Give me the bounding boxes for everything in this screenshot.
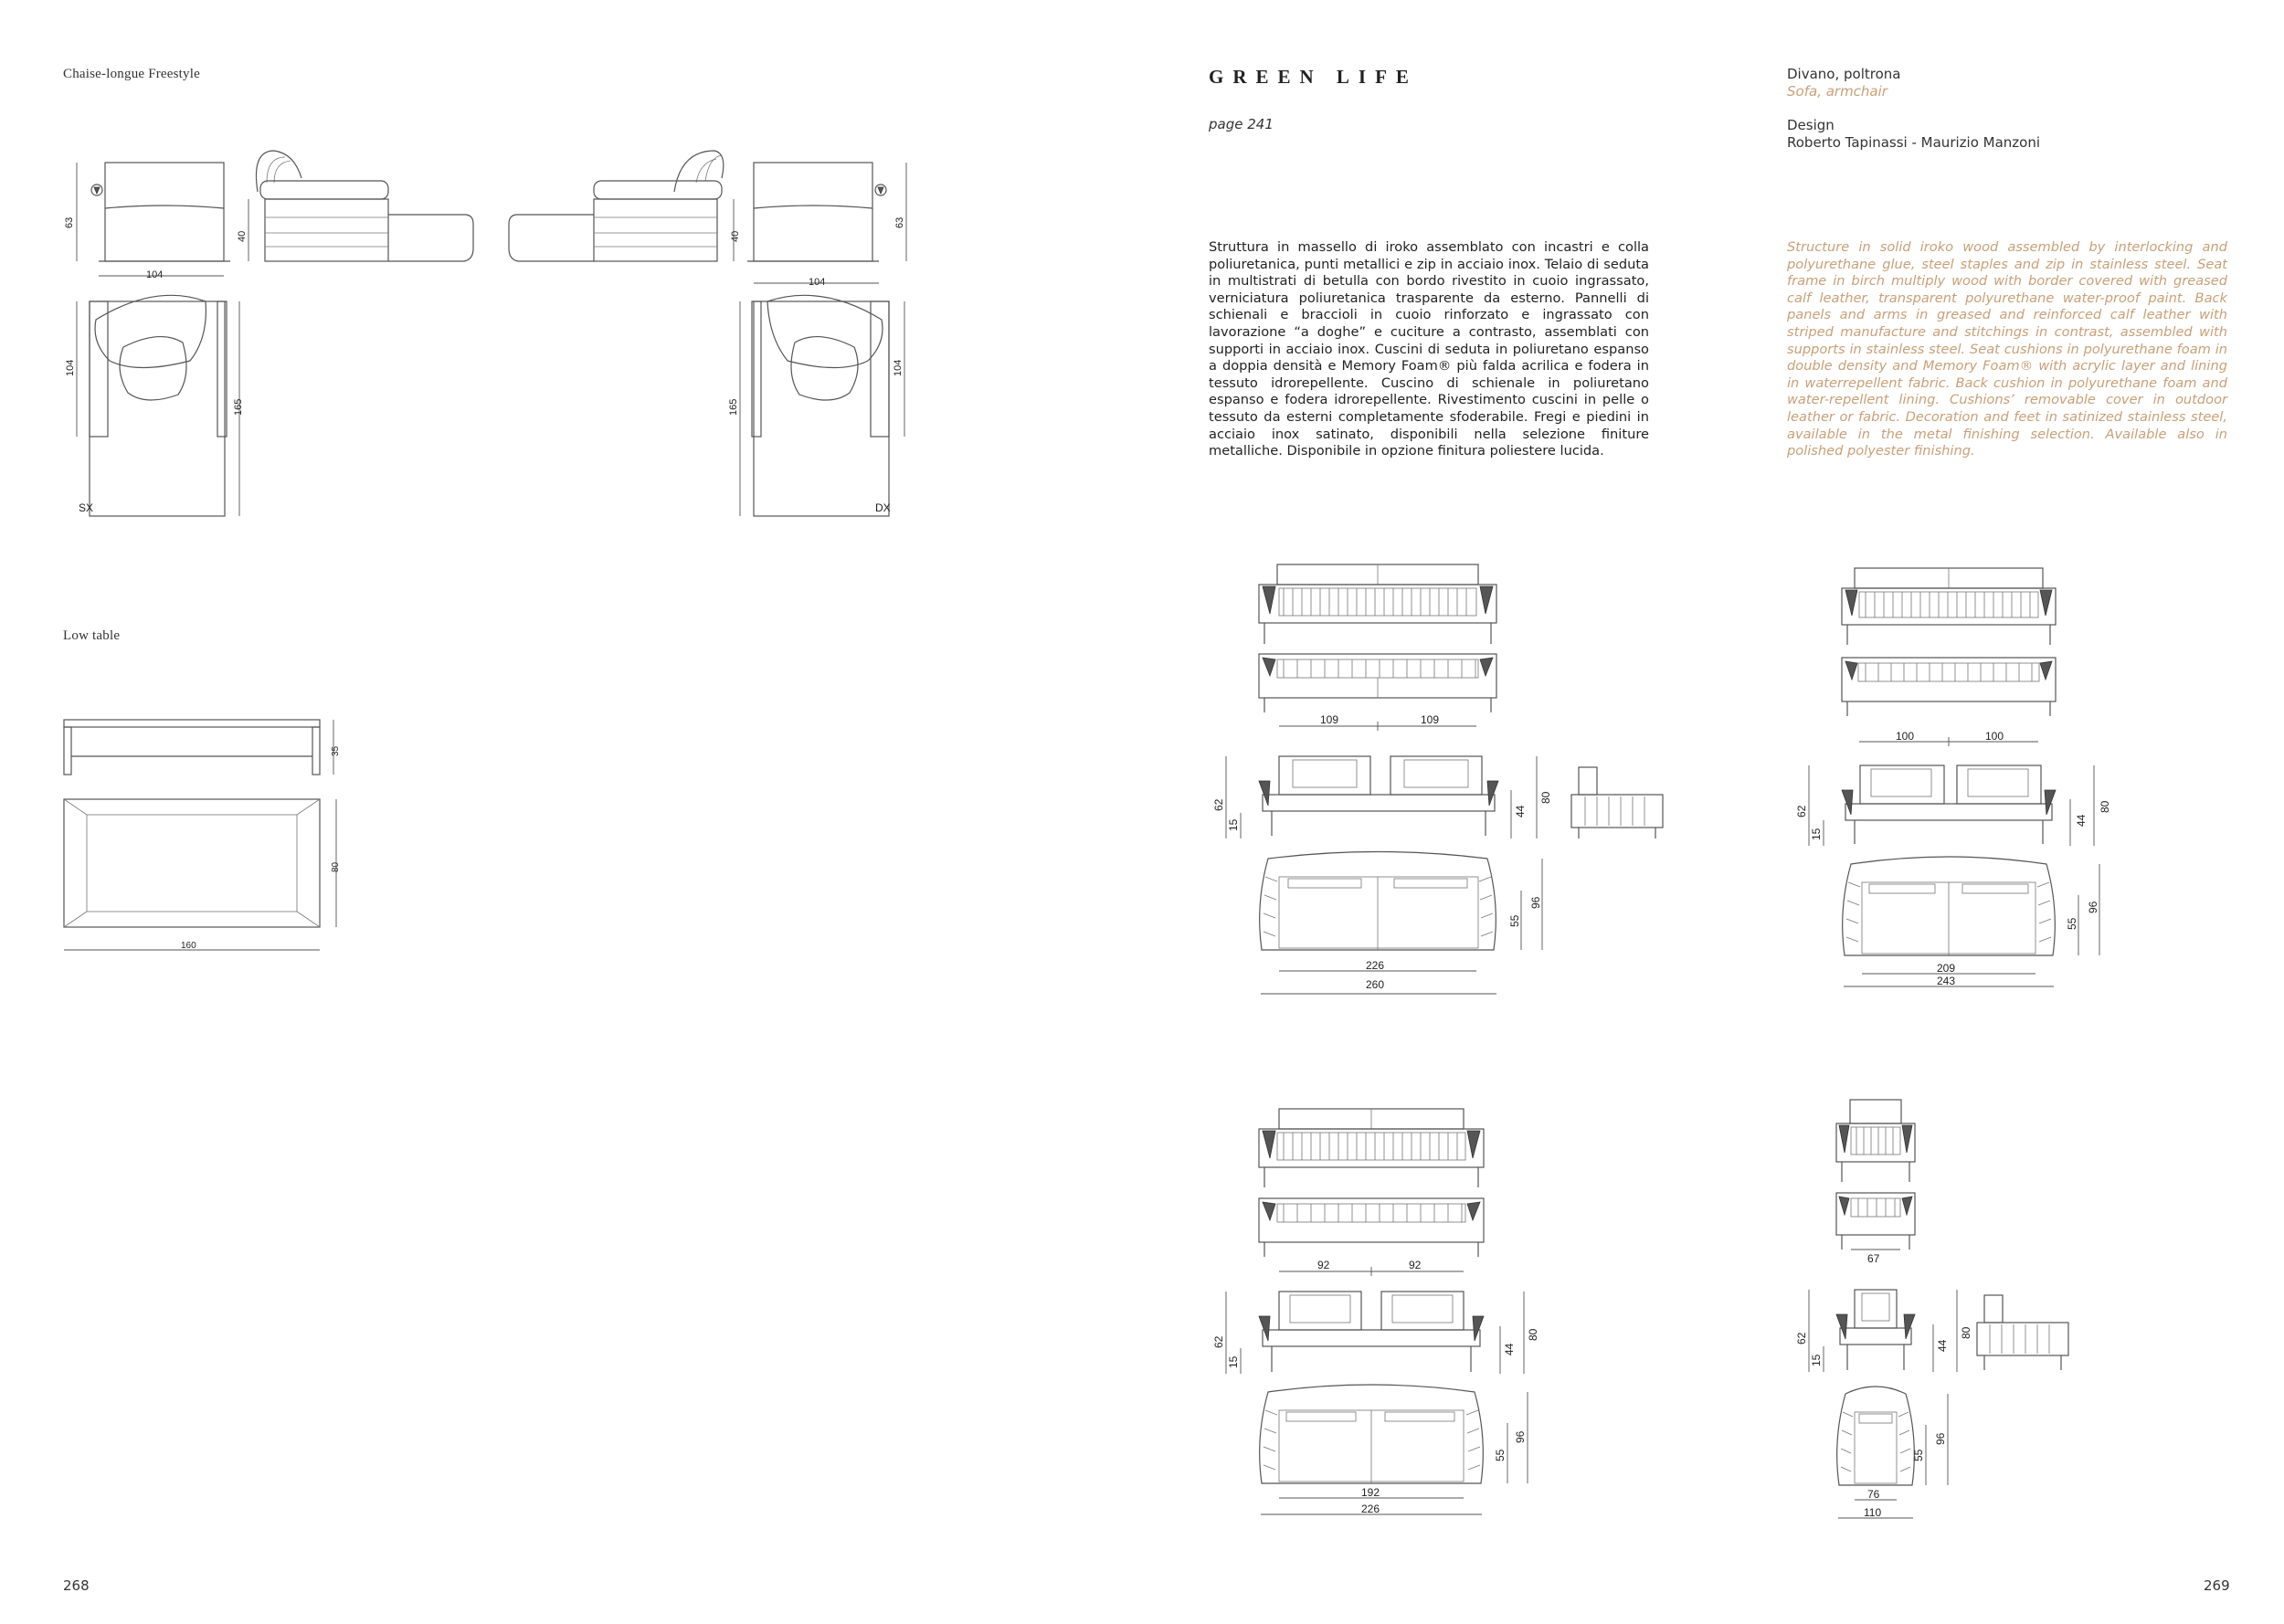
table-height-dim: 35 <box>331 745 341 756</box>
chaise-length-dim-dx: 165 <box>728 398 739 416</box>
low-table-elevation <box>64 720 341 775</box>
sofa-243-drawings <box>1795 568 2111 987</box>
chaise-longue-drawings <box>0 0 1142 1005</box>
design-label: Design <box>1787 117 1835 133</box>
chaise-sx-plan-view <box>65 295 244 516</box>
sofa-260-width: 260 <box>1366 978 1385 991</box>
chaise-width-dim-sx: 104 <box>146 269 164 280</box>
sofa-260-module-a: 109 <box>1320 713 1339 726</box>
chaise-height-dim: 63 <box>64 216 75 228</box>
label-sx: SX <box>79 501 94 514</box>
armchair-seat: 44 <box>1936 1339 1949 1352</box>
sofa-243-seat-depth: 55 <box>2066 917 2078 930</box>
page-number-left: 268 <box>63 1577 90 1594</box>
armchair-leg: 15 <box>1810 1354 1823 1366</box>
brand-title: GREEN LIFE <box>1209 66 1418 88</box>
sofa-260-module-b: 109 <box>1421 713 1440 726</box>
chaise-section-title: Chaise-longue Freestyle <box>63 67 200 81</box>
sofa-226-width: 226 <box>1361 1503 1380 1515</box>
category-italian: Divano, poltrona <box>1787 66 1901 82</box>
sofa-260-inner-width: 226 <box>1366 959 1385 972</box>
sofa-260-leg: 15 <box>1227 818 1240 831</box>
sofa-226-module-b: 92 <box>1409 1259 1422 1271</box>
armchair-module: 67 <box>1867 1252 1880 1265</box>
sofa-260-height: 62 <box>1212 798 1225 811</box>
sofa-243-inner-width: 209 <box>1937 962 1956 975</box>
sofa-260-seat-depth: 55 <box>1508 914 1521 927</box>
armchair-drawings <box>1795 1100 2068 1519</box>
armchair-height: 62 <box>1795 1332 1808 1345</box>
table-width-dim: 160 <box>181 941 196 951</box>
sofa-260-seat: 44 <box>1514 805 1527 817</box>
sofa-drawings <box>1142 0 2284 1624</box>
chaise-length-dim-sx: 165 <box>233 398 244 416</box>
sofa-226-module-a: 92 <box>1317 1259 1330 1271</box>
sofa-243-module-b: 100 <box>1985 730 2004 743</box>
low-table-plan <box>64 799 341 951</box>
chaise-dx-front-view <box>747 163 906 288</box>
sofa-243-seat: 44 <box>2075 814 2088 827</box>
armchair-seat-depth: 55 <box>1912 1449 1925 1461</box>
sofa-226-seat-depth: 55 <box>1494 1449 1507 1461</box>
sofa-226-leg: 15 <box>1227 1355 1240 1368</box>
chaise-width-dim-dx: 104 <box>809 277 826 288</box>
sofa-243-back: 80 <box>2099 800 2111 813</box>
armchair-depth: 96 <box>1934 1432 1947 1445</box>
description-italian: Struttura in massello di iroko assemblato con incastri e colla poliuretanica, punti metallici e zip in acciaio inox. Telaio di seduta in multistrati di betulla con bordo rivestito in cuoio ingrassato, verniciatura poliuretanica trasparente da esterno. Pannelli di schienali e braccioli in cuoio rinforzato e ingrassato con lavorazione “a doghe” e cuciture a contrasto, assemblati con supporti in acciaio inox. Cuscini di seduta in poliuretano espanso a doppia densità e Memory Foam® più falda acrilica e fodera in tessuto idrorepellente. Cuscino di schienale in poliuretano espanso e fodera idrorepellente. Rivestimento cuscini in pelle o tessuto da esterni completamente sfoderabile. Fregi e piedini in acciaio inox satinato, disponibili nella selezione finiture metalliche. Disponibile in opzione finitura poliestere lucida. <box>1209 239 1649 459</box>
chaise-depth-dim-dx: 104 <box>893 359 904 376</box>
chaise-dx-plan-view <box>728 295 904 516</box>
chaise-depth-dim-sx: 104 <box>65 359 76 376</box>
sofa-243-depth: 96 <box>2087 901 2099 913</box>
chaise-sx-side-view <box>237 151 473 261</box>
label-dx: DX <box>875 501 891 514</box>
armchair-back: 80 <box>1960 1326 1972 1339</box>
chaise-seat-height-dim-sx: 40 <box>237 230 248 242</box>
sofa-260-depth: 96 <box>1529 896 1542 909</box>
sofa-243-module-a: 100 <box>1896 730 1915 743</box>
category-english: Sofa, armchair <box>1787 83 1887 100</box>
sofa-226-inner-width: 192 <box>1361 1486 1380 1499</box>
description-english: Structure in solid iroko wood assembled by interlocking and polyurethane glue, steel staples and zip in stainless steel. Seat frame in birch multiply wood with border covered with greased calf leather, transparent polyurethane water-proof paint. Back panels and arms in greased and reinforced calf leather with striped manufacture and stitchings in contrast, assembled with supports in stainless steel. Seat cushions in polyurethane foam in double density and Memory Foam® with acrylic layer and lining in waterrepellent fabric. Back cushion in polyurethane foam and water-repellent lining. Cushions’ removable cover in outdoor leather or fabric. Decoration and feet in satinized stainless steel, available in the metal finishing selection. Available also in polished polyester finishing. <box>1787 239 2227 459</box>
sofa-243-width: 243 <box>1937 975 1956 987</box>
chaise-seat-height-dim-dx: 40 <box>730 230 741 242</box>
sofa-226-depth: 96 <box>1514 1430 1527 1443</box>
sofa-226-height: 62 <box>1212 1335 1225 1348</box>
page-number-right: 269 <box>2204 1577 2230 1594</box>
chaise-sx-front-view <box>64 163 230 280</box>
sofa-260-drawings <box>1212 564 1663 994</box>
sofa-226-seat: 44 <box>1503 1343 1516 1355</box>
sofa-243-leg: 15 <box>1810 828 1823 840</box>
sofa-260-back: 80 <box>1539 791 1552 804</box>
chaise-dx-side-view <box>509 151 741 261</box>
sofa-226-drawings <box>1212 1109 1539 1515</box>
sofa-243-height: 62 <box>1795 805 1808 817</box>
designers: Roberto Tapinassi - Maurizio Manzoni <box>1787 134 2041 151</box>
sofa-226-back: 80 <box>1527 1328 1539 1341</box>
armchair-inner-width: 76 <box>1867 1488 1880 1501</box>
armchair-width: 110 <box>1864 1506 1882 1519</box>
chaise-height-dim-dx: 63 <box>894 216 905 228</box>
table-depth-dim: 80 <box>331 861 341 872</box>
page-reference: page 241 <box>1209 116 1274 132</box>
low-table-section-title: Low table <box>63 628 121 643</box>
